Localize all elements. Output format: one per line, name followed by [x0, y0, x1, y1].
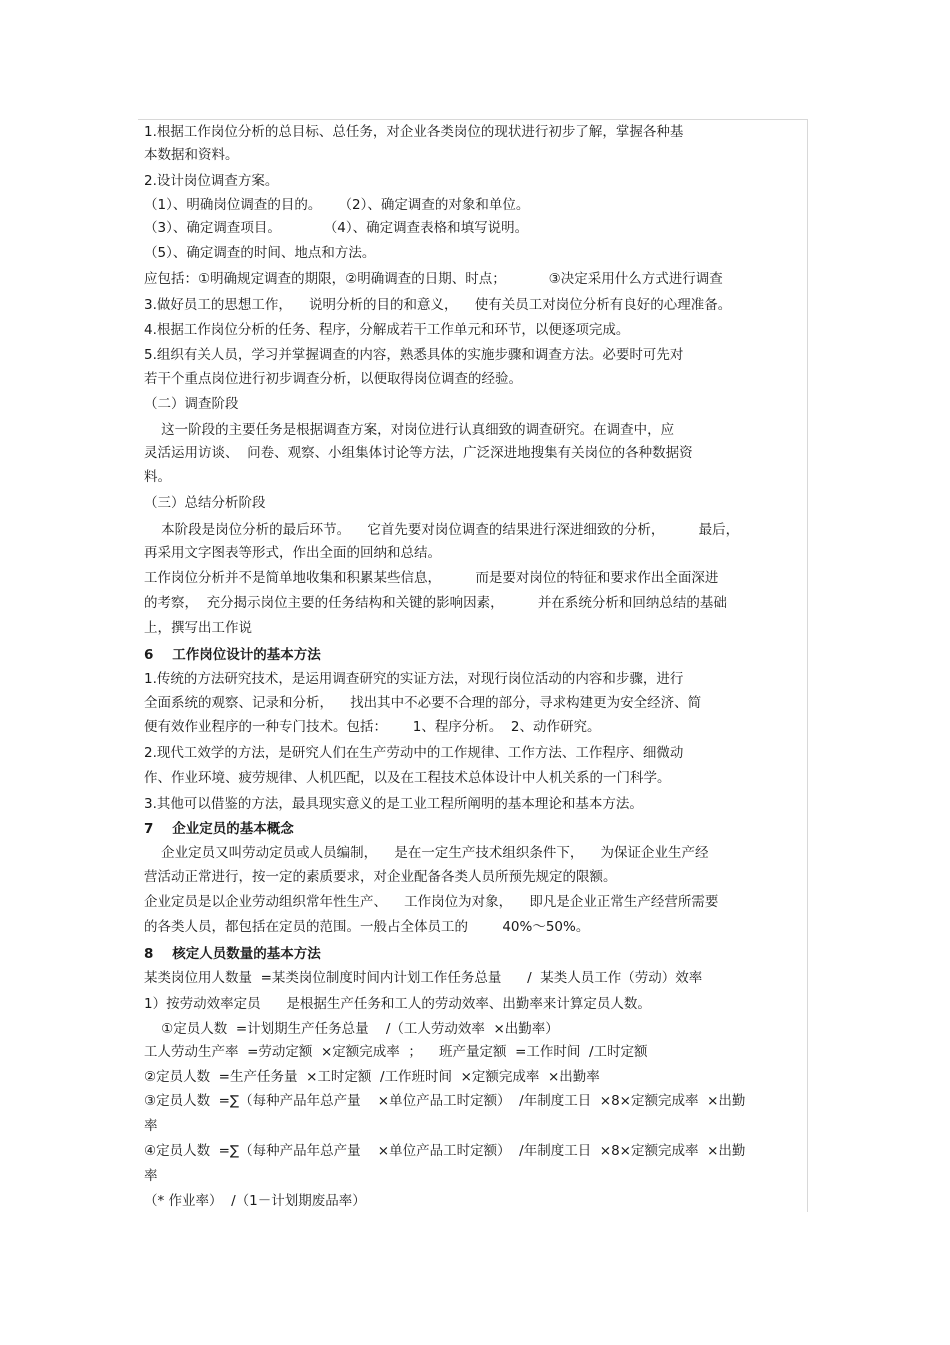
formula-line: ④定员人数 =∑（每种产品年总产量 ×单位产品工时定额） /年制度工日 ×8×定额完成率 ×出勤	[144, 1143, 746, 1159]
text-line: 2.设计岗位调查方案。	[144, 173, 279, 189]
text-line: 2.现代工效学的方法，是研究人们在生产劳动中的工作规律、工作方法、工作程序、细微动	[144, 745, 684, 761]
text-line: 灵活运用访谈、 问卷、观察、小组集体讨论等方法，广泛深进地搜集有关岗位的各种数据资	[144, 445, 693, 461]
text-line: 若干个重点岗位进行初步调查分析，以便取得岗位调查的经验。	[144, 371, 522, 387]
text-line: 的考察， 充分揭示岗位主要的任务结构和关键的影响因素， 并在系统分析和回纳总结的基础	[144, 595, 727, 611]
text-line: 的各类人员，都包括在定员的范围。一般占全体员工的 40%～50%。	[144, 919, 590, 935]
text-line: 1.根据工作岗位分析的总目标、总任务，对企业各类岗位的现状进行初步了解，掌握各种基	[144, 124, 684, 140]
text-line: 工作岗位分析并不是简单地收集和积累某些信息， 而是要对岗位的特征和要求作出全面深进	[144, 570, 719, 586]
formula-line: 率	[144, 1168, 158, 1184]
text-line: 3.其他可以借鉴的方法，最具现实意义的是工业工程所阐明的基本理论和基本方法。	[144, 796, 643, 812]
formula-line: （* 作业率） /（1－计划期废品率）	[144, 1193, 366, 1209]
formula-line: ③定员人数 =∑（每种产品年总产量 ×单位产品工时定额） /年制度工日 ×8×定额完成率 ×出勤	[144, 1093, 746, 1109]
section-heading: （二）调查阶段	[144, 396, 239, 412]
text-line: 应包括：①明确规定调查的期限，②明确调查的日期、时点； ③决定采用什么方式进行调查	[144, 271, 723, 287]
text-line: 上，撰写出工作说	[144, 620, 252, 636]
text-line: 1）按劳动效率定员 是根据生产任务和工人的劳动效率、出勤率来计算定员人数。	[144, 996, 651, 1012]
text-line: 全面系统的观察、记录和分析， 找出其中不必要不合理的部分，寻求构建更为安全经济、简	[144, 695, 702, 711]
text-line: 某类岗位用人数量 =某类岗位制度时间内计划工作任务总量 / 某类人员工作（劳动）效率	[144, 970, 703, 986]
text-line: （1）、明确岗位调查的目的。 （2）、确定调查的对象和单位。	[144, 197, 530, 213]
section-heading: 8 核定人员数量的基本方法	[144, 946, 321, 962]
section-heading: 7 企业定员的基本概念	[144, 821, 294, 837]
section-heading: 6 工作岗位设计的基本方法	[144, 647, 321, 663]
text-line: 本数据和资料。	[144, 147, 239, 163]
text-line: 5.组织有关人员，学习并掌握调查的内容，熟悉具体的实施步骤和调查方法。必要时可先对	[144, 347, 684, 363]
text-line: 再采用文字图表等形式，作出全面的回纳和总结。	[144, 545, 441, 561]
page-frame-top-border	[138, 119, 808, 120]
text-line: 作、作业环境、疲劳规律、人机匹配，以及在工程技术总体设计中人机关系的一门科学。	[144, 770, 671, 786]
formula-line: ②定员人数 =生产任务量 ×工时定额 /工作班时间 ×定额完成率 ×出勤率	[144, 1069, 600, 1085]
text-line: 3.做好员工的思想工作， 说明分析的目的和意义， 使有关员工对岗位分析有良好的心理准备。	[144, 297, 732, 313]
text-line: 4.根据工作岗位分析的任务、程序，分解成若干工作单元和环节，以便逐项完成。	[144, 322, 630, 338]
formula-line: 率	[144, 1118, 158, 1134]
text-line: 本阶段是岗位分析的最后环节。 它首先要对岗位调查的结果进行深进细致的分析， 最后，	[144, 522, 740, 538]
text-line: （5）、确定调查的时间、地点和方法。	[144, 245, 376, 261]
text-line: 企业定员又叫劳动定员或人员编制， 是在一定生产技术组织条件下， 为保证企业生产经	[144, 845, 709, 861]
text-line: 1.传统的方法研究技术，是运用调查研究的实证方法，对现行岗位活动的内容和步骤，进行	[144, 671, 684, 687]
text-line: （3）、确定调查项目。 （4）、确定调查表格和填写说明。	[144, 220, 529, 236]
text-line: 营活动正常进行，按一定的素质要求，对企业配备各类人员所预先规定的限额。	[144, 869, 617, 885]
formula-line: ①定员人数 =计划期生产任务总量 /（工人劳动效率 ×出勤率）	[144, 1021, 559, 1037]
text-line: 便有效作业程序的一种专门技术。包括： 1、程序分析。 2、动作研究。	[144, 719, 601, 735]
text-line: 料。	[144, 469, 171, 485]
formula-line: 工人劳动生产率 =劳动定额 ×定额完成率 ； 班产量定额 =工作时间 /工时定额	[144, 1044, 648, 1060]
page-frame-right-border	[807, 119, 808, 1212]
text-line: 企业定员是以企业劳动组织常年性生产、 工作岗位为对象， 即凡是企业正常生产经营所需要	[144, 894, 719, 910]
text-line: 这一阶段的主要任务是根据调查方案，对岗位进行认真细致的调查研究。在调查中，应	[144, 422, 675, 438]
section-heading: （三）总结分析阶段	[144, 495, 266, 511]
